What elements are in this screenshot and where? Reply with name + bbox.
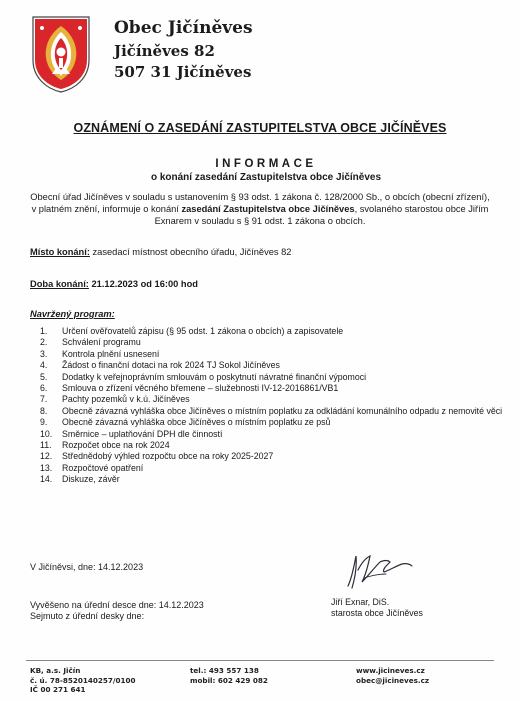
info-subheading: o konání zasedání Zastupitelstva obce Jičíněves: [150, 172, 382, 183]
place-value: zasedací místnost obecního úřadu, Jičíněves 82: [89, 247, 292, 257]
handwritten-signature: [340, 548, 416, 592]
footer-email-link[interactable]: obec@jicineves.cz: [356, 675, 430, 685]
footer-website-link[interactable]: www.jicineves.cz: [356, 666, 425, 675]
agenda-item: [40, 394, 500, 405]
agenda-item: [40, 429, 500, 440]
agenda-item: [40, 383, 500, 394]
agenda-item-number: 3.: [40, 348, 48, 359]
intro-text-bold: zasedání Zastupitelstva obce Jičíněves: [181, 203, 355, 214]
footer-ico: IČ 00 271 641: [30, 685, 86, 695]
agenda-list: [40, 326, 503, 485]
agenda-item-text: Pachty pozemků v k.ú. Jičíněves: [62, 394, 190, 405]
footer-tel: tel.: 493 557 138: [190, 666, 259, 675]
agenda-item-number: 13.: [40, 462, 53, 473]
meeting-date: [30, 279, 198, 289]
agenda-item: [40, 326, 500, 337]
posted-date: Vyvěšeno na úřední desce dne: 14.12.2023: [30, 600, 204, 610]
footer-web-info: [356, 666, 430, 685]
signatory-block: [331, 597, 423, 618]
agenda-item: [40, 451, 500, 462]
info-heading: INFORMACE: [215, 158, 317, 170]
issued-place-date: V Jičíněvsi, dne: 14.12.2023: [30, 562, 144, 572]
agenda-item: [40, 349, 500, 360]
footer-account: č. ú. 78-8520140257/0100: [30, 675, 136, 685]
agenda-item-number: 6.: [40, 382, 48, 393]
intro-text-end: , svolaného starostou obce Jiřím Exnarem v souladu s § 91 odst. 1 zákona o obcích.: [154, 203, 489, 226]
agenda-item: [40, 417, 500, 428]
agenda-item: [40, 337, 500, 348]
agenda-item-text: Směrnice – uplatňování DPH dle činností: [62, 428, 223, 439]
agenda-item-text: Kontrola plnění usnesení: [62, 348, 160, 359]
footer-bank-info: [30, 666, 135, 695]
agenda-item-text: Diskuze, závěr: [62, 474, 120, 485]
agenda-item: [40, 463, 500, 474]
removed-date: Sejmuto z úřední desky dne:: [30, 611, 145, 621]
footer-bank: KB, a.s. Jičín: [30, 666, 81, 675]
agenda-item: [40, 405, 503, 417]
footer-mobile: mobil: 602 429 082: [190, 675, 268, 685]
agenda-item: [40, 360, 500, 371]
intro-text-start: Obecní úřad Jičíněves v souladu s ustanovením § 93 odst. 1 zákona č. 128/2000 Sb., o obcích (obecní zřízení), v platném znění, informuje o konání: [30, 192, 490, 214]
agenda-item-number: 1.: [40, 326, 48, 336]
address-line-1: Jičíněves 82: [114, 42, 215, 60]
agenda-item-number: 9.: [40, 417, 48, 428]
agenda-item-text: Žádost o finanční dotaci na rok 2024 TJ Sokol Jičíněves: [62, 360, 280, 371]
agenda-item: [40, 372, 500, 383]
date-value: 21.12.2023 od 16:00 hod: [88, 279, 198, 289]
footer-phone-info: [190, 666, 268, 685]
agenda-item-text: Střednědobý výhled rozpočtu obce na roky 2025-2027: [62, 451, 274, 462]
agenda-item: [40, 474, 500, 485]
municipality-name: Obec Jičíněves: [114, 18, 253, 38]
agenda-item-text: Dodatky k veřejnoprávním smlouvám o poskytnutí návratné finanční výpomoci: [62, 371, 367, 382]
agenda-item-number: 4.: [40, 360, 48, 371]
footer-divider: [26, 660, 494, 661]
signatory-title: starosta obce Jičíněves: [331, 607, 423, 618]
agenda-item-number: 7.: [40, 394, 48, 405]
agenda-item-number: 11.: [40, 439, 52, 450]
agenda-item-number: 5.: [40, 371, 48, 382]
agenda-item-number: 8.: [40, 405, 48, 416]
agenda-item-text: Obecně závazná vyhláška obce Jičíněves o místním poplatku za odkládání komunálního odpadu z nemovité věci: [62, 405, 503, 416]
agenda-item-text: Smlouva o zřízení věcného břemene – služebnosti IV-12-2016861/VB1: [62, 382, 339, 393]
intro-paragraph: [30, 192, 490, 227]
meeting-place: [30, 247, 291, 257]
agenda-item: [40, 440, 500, 451]
date-label: Doba konání:: [30, 279, 89, 289]
agenda-item-number: 10.: [40, 428, 53, 439]
agenda-item-number: 12.: [40, 451, 53, 462]
agenda-item-text: Rozpočtové opatření: [62, 462, 144, 473]
place-label: Místo konání:: [30, 247, 90, 257]
address-line-2: 507 31 Jičíněves: [114, 63, 252, 81]
agenda-item-text: Rozpočet obce na rok 2024: [62, 439, 170, 450]
agenda-item-text: Určení ověřovatelů zápisu (§ 95 odst. 1 zákona o obcích) a zapisovatele: [62, 326, 344, 336]
signatory-name: Jiří Exnar, DiS.: [331, 597, 390, 607]
agenda-item-number: 14.: [40, 474, 53, 485]
agenda-item-text: Obecně závazná vyhláška obce Jičíněves o místním poplatku ze psů: [62, 417, 331, 428]
agenda-item-text: Schválení programu: [62, 337, 141, 348]
program-heading: Navržený program:: [30, 309, 115, 319]
municipal-crest-icon: [30, 14, 92, 94]
agenda-item-number: 2.: [40, 337, 48, 348]
posting-record: [30, 600, 204, 622]
document-title: OZNÁMENÍ O ZASEDÁNÍ ZASTUPITELSTVA OBCE JIČÍNĚVES: [73, 121, 447, 135]
